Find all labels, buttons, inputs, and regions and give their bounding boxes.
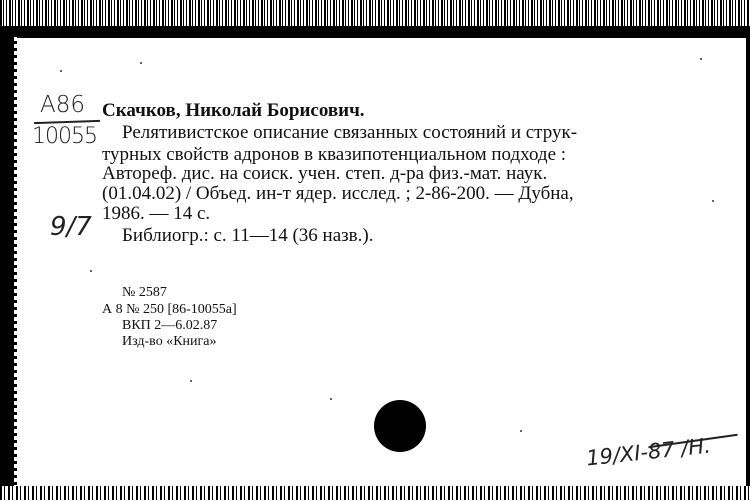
handwritten-date: 19/XI-87 /Н. (585, 433, 712, 471)
catalog-publisher: Изд-во «Книга» (122, 334, 217, 349)
card-top-edge-band (0, 26, 750, 38)
card-bottom-edge (0, 486, 750, 500)
catalog-accession: А 8 № 250 [86-10055а] (102, 302, 237, 317)
entry-line: 1986. — 14 с. (102, 203, 211, 224)
margin-handwritten-mark: 9/7 (50, 212, 92, 242)
entry-line: (01.04.02) / Объед. ин-т ядер. исслед. ; 2-86-200. — Дубна, (102, 183, 574, 204)
entry-line: Автореф. дис. на соиск. учен. степ. д-ра физ.-мат. наук. (102, 163, 548, 184)
scan-speck (330, 398, 332, 400)
entry-line: Релятивистское описание связанных состояний и струк- (122, 122, 578, 143)
scan-speck (520, 430, 522, 432)
punch-hole (374, 400, 426, 452)
scan-speck (700, 58, 702, 60)
card-right-edge (746, 30, 750, 500)
shelfmark-bottom: 10055 (32, 124, 97, 149)
scan-speck (190, 380, 192, 382)
scan-speck (60, 70, 62, 72)
entry-bibliography: Библиогр.: с. 11—14 (36 назв.). (122, 225, 374, 246)
scan-speck (90, 270, 92, 272)
shelfmark-top: A86 (40, 92, 86, 118)
entry-line: турных свойств адронов в квазипотенциальном подходе : (102, 144, 567, 165)
scan-speck (140, 62, 142, 64)
entry-author: Скачков, Николай Борисович. (102, 100, 365, 121)
catalog-vkp: ВКП 2—6.02.87 (122, 318, 218, 333)
card-left-edge-texture (14, 34, 17, 494)
card-left-edge (0, 34, 14, 494)
scan-speck (712, 200, 714, 202)
catalog-number: № 2587 (122, 285, 167, 300)
